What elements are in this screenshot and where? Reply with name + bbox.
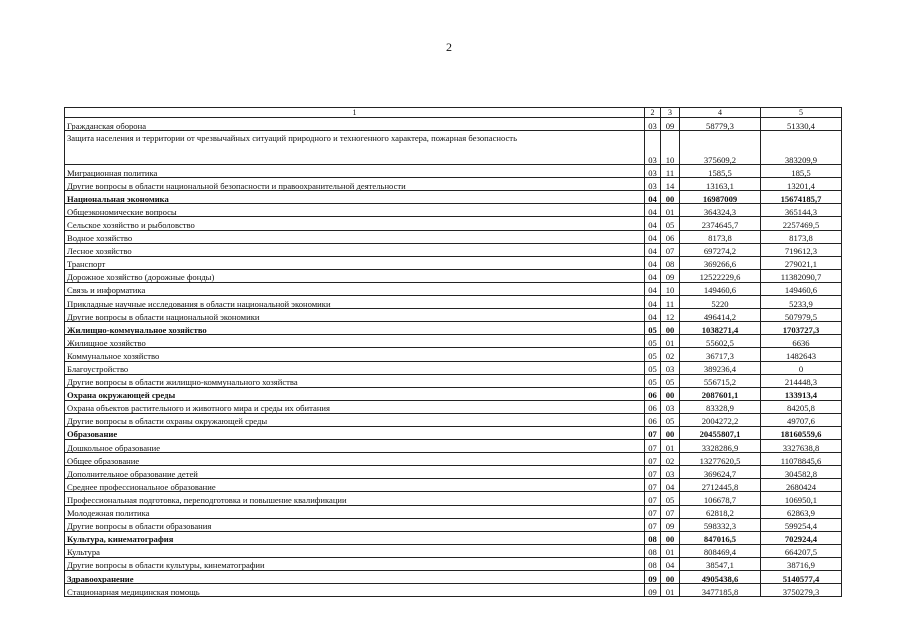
row-name-cell: Молодежная политика bbox=[65, 505, 645, 518]
section-code-cell: 05 bbox=[645, 322, 661, 335]
subsection-code-cell: 01 bbox=[661, 544, 680, 557]
table-row bbox=[65, 165, 842, 178]
subsection-code-cell: 12 bbox=[661, 309, 680, 322]
value-col4-cell: 389236,4 bbox=[680, 361, 761, 374]
subsection-code-cell: 07 bbox=[661, 243, 680, 256]
row-name-cell: Транспорт bbox=[65, 256, 645, 269]
row-name-cell: Национальная экономика bbox=[65, 191, 645, 204]
value-col4-cell: 13163,1 bbox=[680, 178, 761, 191]
subsection-code-cell: 10 bbox=[661, 131, 680, 165]
table-row bbox=[65, 466, 842, 479]
value-col4-cell: 8173,8 bbox=[680, 230, 761, 243]
value-col4-cell: 5220 bbox=[680, 296, 761, 309]
budget-table bbox=[64, 107, 842, 597]
value-col5-cell: 11382090,7 bbox=[761, 269, 842, 282]
table-row bbox=[65, 204, 842, 217]
value-col4-cell: 808469,4 bbox=[680, 544, 761, 557]
row-name-cell: Другие вопросы в области национальной экономики bbox=[65, 309, 645, 322]
subsection-code-cell: 02 bbox=[661, 453, 680, 466]
value-col5-cell: 304582,8 bbox=[761, 466, 842, 479]
section-code-cell: 05 bbox=[645, 361, 661, 374]
table-row bbox=[65, 479, 842, 492]
section-code-cell: 04 bbox=[645, 230, 661, 243]
value-col5-cell: 51330,4 bbox=[761, 118, 842, 131]
value-col5-cell: 279021,1 bbox=[761, 256, 842, 269]
header-cell: 2 bbox=[645, 108, 661, 118]
table-row bbox=[65, 296, 842, 309]
section-code-cell: 07 bbox=[645, 505, 661, 518]
section-code-cell: 06 bbox=[645, 400, 661, 413]
section-code-cell: 04 bbox=[645, 309, 661, 322]
header-cell: 1 bbox=[65, 108, 645, 118]
value-col4-cell: 2374645,7 bbox=[680, 217, 761, 230]
section-code-cell: 04 bbox=[645, 191, 661, 204]
value-col5-cell: 84205,8 bbox=[761, 400, 842, 413]
value-col5-cell: 507979,5 bbox=[761, 309, 842, 322]
table-row bbox=[65, 118, 842, 131]
row-name-cell: Сельское хозяйство и рыболовство bbox=[65, 217, 645, 230]
value-col4-cell: 13277620,5 bbox=[680, 453, 761, 466]
value-col5-cell: 5233,9 bbox=[761, 296, 842, 309]
header-row bbox=[65, 108, 842, 118]
row-name-cell: Культура, кинематография bbox=[65, 531, 645, 544]
header-cell: 3 bbox=[661, 108, 680, 118]
section-code-cell: 07 bbox=[645, 518, 661, 531]
subsection-code-cell: 11 bbox=[661, 296, 680, 309]
row-name-cell: Миграционная политика bbox=[65, 165, 645, 178]
value-col5-cell: 1482643 bbox=[761, 348, 842, 361]
value-col4-cell: 12522229,6 bbox=[680, 269, 761, 282]
table-row bbox=[65, 374, 842, 387]
section-code-cell: 08 bbox=[645, 557, 661, 570]
value-col4-cell: 58779,3 bbox=[680, 118, 761, 131]
subsection-code-cell: 04 bbox=[661, 479, 680, 492]
section-code-cell: 04 bbox=[645, 282, 661, 295]
subsection-code-cell: 00 bbox=[661, 571, 680, 584]
value-col4-cell: 62818,2 bbox=[680, 505, 761, 518]
value-col5-cell: 15674185,7 bbox=[761, 191, 842, 204]
row-name-cell: Благоустройство bbox=[65, 361, 645, 374]
table-row bbox=[65, 505, 842, 518]
value-col5-cell: 11078845,6 bbox=[761, 453, 842, 466]
table-row bbox=[65, 309, 842, 322]
section-code-cell: 08 bbox=[645, 544, 661, 557]
section-code-cell: 09 bbox=[645, 571, 661, 584]
table-row bbox=[65, 217, 842, 230]
section-code-cell: 05 bbox=[645, 335, 661, 348]
row-name-cell: Другие вопросы в области охраны окружающей среды bbox=[65, 413, 645, 426]
subsection-code-cell: 09 bbox=[661, 518, 680, 531]
value-col4-cell: 149460,6 bbox=[680, 282, 761, 295]
table-row bbox=[65, 191, 842, 204]
value-col5-cell: 149460,6 bbox=[761, 282, 842, 295]
value-col5-cell: 383209,9 bbox=[761, 131, 842, 165]
subsection-code-cell: 11 bbox=[661, 165, 680, 178]
subsection-code-cell: 00 bbox=[661, 322, 680, 335]
value-col4-cell: 369624,7 bbox=[680, 466, 761, 479]
subsection-code-cell: 03 bbox=[661, 361, 680, 374]
row-name-cell: Общее образование bbox=[65, 453, 645, 466]
subsection-code-cell: 02 bbox=[661, 348, 680, 361]
subsection-code-cell: 00 bbox=[661, 387, 680, 400]
value-col5-cell: 3750279,3 bbox=[761, 584, 842, 597]
row-name-cell: Прикладные научные исследования в области национальной экономики bbox=[65, 296, 645, 309]
section-code-cell: 07 bbox=[645, 453, 661, 466]
value-col5-cell: 0 bbox=[761, 361, 842, 374]
subsection-code-cell: 05 bbox=[661, 492, 680, 505]
subsection-code-cell: 01 bbox=[661, 584, 680, 597]
value-col4-cell: 2004272,2 bbox=[680, 413, 761, 426]
page-number: 2 bbox=[446, 40, 452, 54]
value-col4-cell: 16987009 bbox=[680, 191, 761, 204]
value-col5-cell: 1703727,3 bbox=[761, 322, 842, 335]
value-col4-cell: 2712445,8 bbox=[680, 479, 761, 492]
value-col5-cell: 18160559,6 bbox=[761, 426, 842, 439]
subsection-code-cell: 01 bbox=[661, 335, 680, 348]
section-code-cell: 03 bbox=[645, 178, 661, 191]
row-name-cell: Коммунальное хозяйство bbox=[65, 348, 645, 361]
value-col4-cell: 697274,2 bbox=[680, 243, 761, 256]
section-code-cell: 04 bbox=[645, 296, 661, 309]
subsection-code-cell: 08 bbox=[661, 256, 680, 269]
value-col5-cell: 664207,5 bbox=[761, 544, 842, 557]
table-row bbox=[65, 348, 842, 361]
value-col5-cell: 8173,8 bbox=[761, 230, 842, 243]
value-col4-cell: 556715,2 bbox=[680, 374, 761, 387]
row-name-cell: Охрана объектов растительного и животного мира и среды их обитания bbox=[65, 400, 645, 413]
value-col5-cell: 599254,4 bbox=[761, 518, 842, 531]
table-row bbox=[65, 256, 842, 269]
table-row bbox=[65, 413, 842, 426]
section-code-cell: 04 bbox=[645, 243, 661, 256]
value-col5-cell: 2257469,5 bbox=[761, 217, 842, 230]
value-col5-cell: 6636 bbox=[761, 335, 842, 348]
table-row bbox=[65, 531, 842, 544]
value-col5-cell: 62863,9 bbox=[761, 505, 842, 518]
row-name-cell: Жилищно-коммунальное хозяйство bbox=[65, 322, 645, 335]
value-col5-cell: 719612,3 bbox=[761, 243, 842, 256]
value-col5-cell: 702924,4 bbox=[761, 531, 842, 544]
row-name-cell: Здравоохранение bbox=[65, 571, 645, 584]
section-code-cell: 07 bbox=[645, 466, 661, 479]
section-code-cell: 07 bbox=[645, 479, 661, 492]
row-name-cell: Культура bbox=[65, 544, 645, 557]
table-row bbox=[65, 387, 842, 400]
subsection-code-cell: 01 bbox=[661, 440, 680, 453]
section-code-cell: 04 bbox=[645, 269, 661, 282]
subsection-code-cell: 09 bbox=[661, 269, 680, 282]
value-col4-cell: 83328,9 bbox=[680, 400, 761, 413]
section-code-cell: 06 bbox=[645, 413, 661, 426]
row-name-cell: Охрана окружающей среды bbox=[65, 387, 645, 400]
table-row bbox=[65, 322, 842, 335]
value-col5-cell: 3327638,8 bbox=[761, 440, 842, 453]
table-row bbox=[65, 584, 842, 597]
section-code-cell: 04 bbox=[645, 204, 661, 217]
row-name-cell: Другие вопросы в области жилищно-коммунального хозяйства bbox=[65, 374, 645, 387]
subsection-code-cell: 05 bbox=[661, 413, 680, 426]
subsection-code-cell: 09 bbox=[661, 118, 680, 131]
value-col5-cell: 38716,9 bbox=[761, 557, 842, 570]
table-row bbox=[65, 131, 842, 165]
subsection-code-cell: 05 bbox=[661, 217, 680, 230]
subsection-code-cell: 00 bbox=[661, 531, 680, 544]
table-row bbox=[65, 518, 842, 531]
section-code-cell: 07 bbox=[645, 492, 661, 505]
section-code-cell: 05 bbox=[645, 348, 661, 361]
table-row bbox=[65, 335, 842, 348]
section-code-cell: 03 bbox=[645, 165, 661, 178]
table-row bbox=[65, 269, 842, 282]
table-row bbox=[65, 426, 842, 439]
section-code-cell: 09 bbox=[645, 584, 661, 597]
value-col4-cell: 598332,3 bbox=[680, 518, 761, 531]
row-name-cell: Связь и информатика bbox=[65, 282, 645, 295]
value-col4-cell: 847016,5 bbox=[680, 531, 761, 544]
value-col4-cell: 3328286,9 bbox=[680, 440, 761, 453]
header-cell: 5 bbox=[761, 108, 842, 118]
row-name-cell: Гражданская оборона bbox=[65, 118, 645, 131]
subsection-code-cell: 01 bbox=[661, 204, 680, 217]
value-col4-cell: 55602,5 bbox=[680, 335, 761, 348]
subsection-code-cell: 07 bbox=[661, 505, 680, 518]
subsection-code-cell: 06 bbox=[661, 230, 680, 243]
row-name-cell: Водное хозяйство bbox=[65, 230, 645, 243]
row-name-cell: Защита населения и территории от чрезвычайных ситуаций природного и техногенного характера, пожарная безопасность bbox=[65, 131, 645, 165]
table-row bbox=[65, 282, 842, 295]
value-col4-cell: 2087601,1 bbox=[680, 387, 761, 400]
table-row bbox=[65, 544, 842, 557]
row-name-cell: Другие вопросы в области образования bbox=[65, 518, 645, 531]
section-code-cell: 03 bbox=[645, 131, 661, 165]
row-name-cell: Стационарная медицинская помощь bbox=[65, 584, 645, 597]
subsection-code-cell: 03 bbox=[661, 400, 680, 413]
section-code-cell: 05 bbox=[645, 374, 661, 387]
value-col5-cell: 365144,3 bbox=[761, 204, 842, 217]
value-col4-cell: 375609,2 bbox=[680, 131, 761, 165]
subsection-code-cell: 00 bbox=[661, 426, 680, 439]
section-code-cell: 07 bbox=[645, 440, 661, 453]
value-col5-cell: 214448,3 bbox=[761, 374, 842, 387]
row-name-cell: Жилищное хозяйство bbox=[65, 335, 645, 348]
value-col4-cell: 36717,3 bbox=[680, 348, 761, 361]
value-col5-cell: 13201,4 bbox=[761, 178, 842, 191]
table-row bbox=[65, 230, 842, 243]
table-row bbox=[65, 557, 842, 570]
section-code-cell: 07 bbox=[645, 426, 661, 439]
row-name-cell: Профессиональная подготовка, переподготовка и повышение квалификации bbox=[65, 492, 645, 505]
section-code-cell: 06 bbox=[645, 387, 661, 400]
row-name-cell: Образование bbox=[65, 426, 645, 439]
value-col5-cell: 106950,1 bbox=[761, 492, 842, 505]
subsection-code-cell: 04 bbox=[661, 557, 680, 570]
row-name-cell: Дошкольное образование bbox=[65, 440, 645, 453]
value-col4-cell: 1585,5 bbox=[680, 165, 761, 178]
value-col4-cell: 1038271,4 bbox=[680, 322, 761, 335]
value-col5-cell: 185,5 bbox=[761, 165, 842, 178]
value-col4-cell: 106678,7 bbox=[680, 492, 761, 505]
value-col4-cell: 369266,6 bbox=[680, 256, 761, 269]
row-name-cell: Лесное хозяйство bbox=[65, 243, 645, 256]
subsection-code-cell: 00 bbox=[661, 191, 680, 204]
value-col5-cell: 5140577,4 bbox=[761, 571, 842, 584]
table-row bbox=[65, 361, 842, 374]
section-code-cell: 04 bbox=[645, 256, 661, 269]
row-name-cell: Другие вопросы в области национальной безопасности и правоохранительной деятельности bbox=[65, 178, 645, 191]
value-col4-cell: 4905438,6 bbox=[680, 571, 761, 584]
value-col4-cell: 496414,2 bbox=[680, 309, 761, 322]
subsection-code-cell: 10 bbox=[661, 282, 680, 295]
value-col4-cell: 3477185,8 bbox=[680, 584, 761, 597]
header-cell: 4 bbox=[680, 108, 761, 118]
section-code-cell: 08 bbox=[645, 531, 661, 544]
table-row bbox=[65, 243, 842, 256]
value-col4-cell: 364324,3 bbox=[680, 204, 761, 217]
row-name-cell: Общеэкономические вопросы bbox=[65, 204, 645, 217]
section-code-cell: 04 bbox=[645, 217, 661, 230]
value-col4-cell: 20455807,1 bbox=[680, 426, 761, 439]
row-name-cell: Дополнительное образование детей bbox=[65, 466, 645, 479]
section-code-cell: 03 bbox=[645, 118, 661, 131]
value-col5-cell: 133913,4 bbox=[761, 387, 842, 400]
row-name-cell: Другие вопросы в области культуры, кинематографии bbox=[65, 557, 645, 570]
subsection-code-cell: 03 bbox=[661, 466, 680, 479]
row-name-cell: Среднее профессиональное образование bbox=[65, 479, 645, 492]
table-row bbox=[65, 492, 842, 505]
row-name-cell: Дорожное хозяйство (дорожные фонды) bbox=[65, 269, 645, 282]
table-row bbox=[65, 440, 842, 453]
value-col5-cell: 2680424 bbox=[761, 479, 842, 492]
table-row bbox=[65, 571, 842, 584]
subsection-code-cell: 14 bbox=[661, 178, 680, 191]
value-col5-cell: 49707,6 bbox=[761, 413, 842, 426]
subsection-code-cell: 05 bbox=[661, 374, 680, 387]
table-row bbox=[65, 453, 842, 466]
value-col4-cell: 38547,1 bbox=[680, 557, 761, 570]
table-row bbox=[65, 178, 842, 191]
table-row bbox=[65, 400, 842, 413]
